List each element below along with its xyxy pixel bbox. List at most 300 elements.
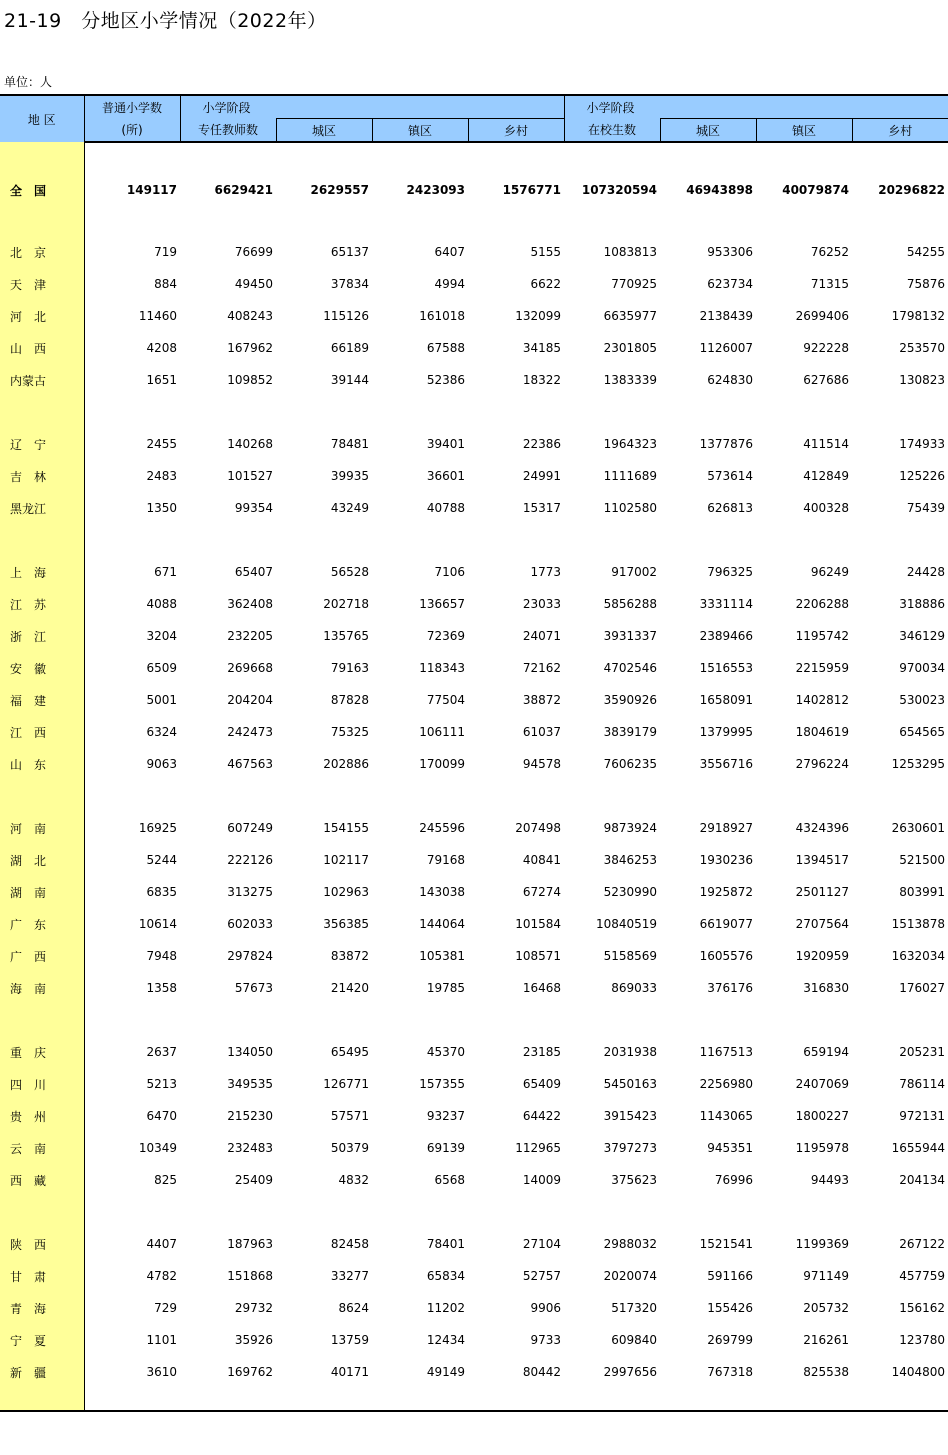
region-cell-empty xyxy=(0,396,84,428)
value-cell: 40788 xyxy=(426,501,465,515)
value-cell: 6835 xyxy=(146,885,177,899)
region-name: 新 疆 xyxy=(0,1356,84,1388)
spacer-row xyxy=(0,396,948,428)
value-cell: 6470 xyxy=(146,1109,177,1123)
value-cell: 3331114 xyxy=(699,597,754,611)
header-students-urban: 城区 xyxy=(660,119,756,143)
empty-cell xyxy=(852,1196,948,1228)
table-row xyxy=(0,1132,948,1164)
empty-cell xyxy=(180,1196,276,1228)
value-cell: 4782 xyxy=(146,1269,177,1283)
value-cell: 174933 xyxy=(899,437,946,451)
value-cell: 318886 xyxy=(899,597,946,611)
value-cell: 1143065 xyxy=(699,1109,754,1123)
value-cell: 1402812 xyxy=(795,693,850,707)
value-cell: 27104 xyxy=(522,1237,562,1251)
value-cell: 10614 xyxy=(138,917,177,931)
value-cell: 79163 xyxy=(330,661,369,675)
value-cell: 69139 xyxy=(426,1141,465,1155)
header-teachers-line1: 小学阶段 xyxy=(180,95,564,119)
value-cell: 24428 xyxy=(906,565,946,579)
region-name: 四 川 xyxy=(0,1068,84,1100)
value-cell: 22386 xyxy=(522,437,562,451)
value-cell: 2215959 xyxy=(795,661,850,675)
value-cell: 134050 xyxy=(227,1045,273,1059)
table-row xyxy=(0,268,948,300)
value-cell: 530023 xyxy=(899,693,946,707)
table-row xyxy=(0,1260,948,1292)
value-cell: 52757 xyxy=(522,1269,562,1283)
region-name: 西 藏 xyxy=(0,1164,84,1196)
value-cell: 408243 xyxy=(227,309,273,323)
region-name: 广 东 xyxy=(0,908,84,940)
value-cell: 107320594 xyxy=(581,183,658,197)
region-cell-empty xyxy=(0,1388,84,1411)
value-cell: 1576771 xyxy=(502,183,562,197)
empty-cell xyxy=(564,524,660,556)
value-cell: 65495 xyxy=(330,1045,369,1059)
empty-cell xyxy=(84,142,180,174)
region-name: 宁 夏 xyxy=(0,1324,84,1356)
value-cell: 573614 xyxy=(707,469,754,483)
value-cell: 151868 xyxy=(227,1269,273,1283)
spacer-row xyxy=(0,1388,948,1411)
empty-cell xyxy=(756,142,852,174)
empty-cell xyxy=(660,142,756,174)
region-name: 山 东 xyxy=(0,748,84,780)
value-cell: 78401 xyxy=(426,1237,465,1251)
empty-cell xyxy=(372,780,468,812)
value-cell: 1513878 xyxy=(891,917,946,931)
empty-cell xyxy=(180,524,276,556)
value-cell: 4088 xyxy=(146,597,177,611)
value-cell: 1632034 xyxy=(891,949,946,963)
value-cell: 155426 xyxy=(707,1301,754,1315)
value-cell: 1800227 xyxy=(795,1109,850,1123)
value-cell: 242473 xyxy=(227,725,273,739)
empty-cell xyxy=(84,524,180,556)
empty-cell xyxy=(564,780,660,812)
value-cell: 170099 xyxy=(419,757,465,771)
value-cell: 2301805 xyxy=(603,341,658,355)
value-cell: 972131 xyxy=(899,1109,946,1123)
empty-cell xyxy=(372,1004,468,1036)
value-cell: 118343 xyxy=(419,661,465,675)
region-name: 河 南 xyxy=(0,812,84,844)
value-cell: 187963 xyxy=(227,1237,273,1251)
value-cell: 136657 xyxy=(419,597,465,611)
region-name: 福 建 xyxy=(0,684,84,716)
value-cell: 6629421 xyxy=(214,183,273,197)
value-cell: 43249 xyxy=(330,501,369,515)
empty-cell xyxy=(564,1388,660,1411)
value-cell: 3915423 xyxy=(603,1109,658,1123)
value-cell: 207498 xyxy=(515,821,562,835)
value-cell: 362408 xyxy=(227,597,273,611)
value-cell: 8624 xyxy=(338,1301,369,1315)
value-cell: 3797273 xyxy=(603,1141,658,1155)
value-cell: 102117 xyxy=(323,853,369,867)
data-table-container xyxy=(0,94,948,1412)
value-cell: 267122 xyxy=(899,1237,946,1251)
region-name: 山 西 xyxy=(0,332,84,364)
region-name: 海 南 xyxy=(0,972,84,1004)
value-cell: 65137 xyxy=(330,245,369,259)
region-name: 云 南 xyxy=(0,1132,84,1164)
empty-cell xyxy=(756,1388,852,1411)
value-cell: 1964323 xyxy=(603,437,658,451)
value-cell: 130823 xyxy=(899,373,946,387)
empty-cell xyxy=(660,1196,756,1228)
value-cell: 2483 xyxy=(146,469,177,483)
value-cell: 20296822 xyxy=(878,183,946,197)
value-cell: 161018 xyxy=(419,309,465,323)
value-cell: 467563 xyxy=(227,757,273,771)
table-row xyxy=(0,876,948,908)
value-cell: 49450 xyxy=(234,277,273,291)
value-cell: 57673 xyxy=(234,981,273,995)
value-cell: 917002 xyxy=(611,565,658,579)
empty-cell xyxy=(276,1004,372,1036)
empty-cell xyxy=(468,396,564,428)
value-cell: 99354 xyxy=(234,501,273,515)
region-name: 重 庆 xyxy=(0,1036,84,1068)
header-students-line2: 在校生数 xyxy=(564,119,660,143)
unit-label: 单位：人 xyxy=(4,75,53,89)
value-cell: 112965 xyxy=(515,1141,562,1155)
value-cell: 9063 xyxy=(146,757,177,771)
header-schools-line1: 普通小学数 xyxy=(84,95,180,119)
page-title: 21-19 分地区小学情况（2022年） xyxy=(4,10,327,32)
value-cell: 101527 xyxy=(227,469,273,483)
value-cell: 144064 xyxy=(419,917,465,931)
value-cell: 1101 xyxy=(146,1333,177,1347)
value-cell: 39935 xyxy=(330,469,369,483)
value-cell: 24991 xyxy=(522,469,562,483)
value-cell: 10840519 xyxy=(595,917,658,931)
empty-cell xyxy=(852,1388,948,1411)
value-cell: 167962 xyxy=(227,341,273,355)
value-cell: 349535 xyxy=(227,1077,273,1091)
region-name: 黑龙江 xyxy=(0,492,84,524)
empty-cell xyxy=(756,780,852,812)
spacer-row xyxy=(0,780,948,812)
table-row xyxy=(0,492,948,524)
empty-cell xyxy=(468,206,564,236)
value-cell: 204204 xyxy=(227,693,273,707)
value-cell: 1920959 xyxy=(795,949,850,963)
region-name: 江 苏 xyxy=(0,588,84,620)
value-cell: 16925 xyxy=(138,821,177,835)
value-cell: 626813 xyxy=(707,501,754,515)
value-cell: 46943898 xyxy=(686,183,754,197)
value-cell: 82458 xyxy=(330,1237,369,1251)
empty-cell xyxy=(180,780,276,812)
header-region: 地 区 xyxy=(0,95,84,142)
region-cell-empty xyxy=(0,780,84,812)
value-cell: 71315 xyxy=(810,277,850,291)
empty-cell xyxy=(756,396,852,428)
value-cell: 953306 xyxy=(707,245,754,259)
value-cell: 61037 xyxy=(522,725,562,739)
value-cell: 269799 xyxy=(707,1333,754,1347)
value-cell: 5158569 xyxy=(603,949,658,963)
value-cell: 1083813 xyxy=(603,245,658,259)
value-cell: 2389466 xyxy=(699,629,754,643)
table-row xyxy=(0,236,948,268)
value-cell: 2637 xyxy=(146,1045,177,1059)
value-cell: 93237 xyxy=(426,1109,465,1123)
value-cell: 9873924 xyxy=(603,821,658,835)
value-cell: 884 xyxy=(154,277,177,291)
table-row xyxy=(0,940,948,972)
value-cell: 11202 xyxy=(426,1301,465,1315)
value-cell: 1350 xyxy=(146,501,177,515)
region-name: 广 西 xyxy=(0,940,84,972)
empty-cell xyxy=(564,1004,660,1036)
value-cell: 202886 xyxy=(323,757,369,771)
value-cell: 132099 xyxy=(515,309,562,323)
value-cell: 1195742 xyxy=(795,629,850,643)
region-name: 江 西 xyxy=(0,716,84,748)
empty-cell xyxy=(660,206,756,236)
value-cell: 1377876 xyxy=(699,437,754,451)
value-cell: 457759 xyxy=(899,1269,946,1283)
table-row xyxy=(0,428,948,460)
value-cell: 123780 xyxy=(899,1333,946,1347)
value-cell: 216261 xyxy=(803,1333,850,1347)
value-cell: 108571 xyxy=(515,949,562,963)
value-cell: 18322 xyxy=(522,373,562,387)
empty-cell xyxy=(564,396,660,428)
value-cell: 25409 xyxy=(234,1173,273,1187)
value-cell: 23033 xyxy=(522,597,562,611)
empty-cell xyxy=(468,142,564,174)
value-cell: 2423093 xyxy=(406,183,465,197)
value-cell: 7948 xyxy=(146,949,177,963)
empty-cell xyxy=(756,1004,852,1036)
region-name: 全 国 xyxy=(0,174,84,206)
table-row xyxy=(0,332,948,364)
value-cell: 29732 xyxy=(234,1301,273,1315)
table-row xyxy=(0,1292,948,1324)
region-cell-empty xyxy=(0,206,84,236)
table-row xyxy=(0,1164,948,1196)
empty-cell xyxy=(372,524,468,556)
value-cell: 1651 xyxy=(146,373,177,387)
empty-cell xyxy=(180,142,276,174)
region-name: 浙 江 xyxy=(0,620,84,652)
value-cell: 2256980 xyxy=(699,1077,754,1091)
value-cell: 40079874 xyxy=(782,183,850,197)
value-cell: 202718 xyxy=(323,597,369,611)
value-cell: 316830 xyxy=(803,981,850,995)
value-cell: 83872 xyxy=(330,949,369,963)
value-cell: 45370 xyxy=(426,1045,465,1059)
value-cell: 869033 xyxy=(611,981,658,995)
empty-cell xyxy=(660,1388,756,1411)
header-students-town: 镇区 xyxy=(756,119,852,143)
value-cell: 14009 xyxy=(522,1173,562,1187)
region-cell-empty xyxy=(0,142,84,174)
value-cell: 786114 xyxy=(899,1077,946,1091)
empty-cell xyxy=(372,206,468,236)
value-cell: 222126 xyxy=(227,853,273,867)
value-cell: 4324396 xyxy=(795,821,850,835)
value-cell: 2699406 xyxy=(795,309,850,323)
value-cell: 232483 xyxy=(227,1141,273,1155)
value-cell: 313275 xyxy=(227,885,273,899)
value-cell: 6324 xyxy=(146,725,177,739)
table-row xyxy=(0,972,948,1004)
value-cell: 24071 xyxy=(522,629,562,643)
value-cell: 7606235 xyxy=(603,757,658,771)
empty-cell xyxy=(852,206,948,236)
empty-cell xyxy=(276,396,372,428)
value-cell: 106111 xyxy=(419,725,465,739)
value-cell: 922228 xyxy=(803,341,850,355)
region-name: 青 海 xyxy=(0,1292,84,1324)
value-cell: 1798132 xyxy=(891,309,946,323)
region-name: 湖 南 xyxy=(0,876,84,908)
header-students-line1: 小学阶段 xyxy=(564,95,948,119)
region-name: 辽 宁 xyxy=(0,428,84,460)
empty-cell xyxy=(180,206,276,236)
value-cell: 38872 xyxy=(522,693,562,707)
value-cell: 50379 xyxy=(330,1141,369,1155)
value-cell: 9906 xyxy=(530,1301,562,1315)
value-cell: 971149 xyxy=(803,1269,850,1283)
value-cell: 76699 xyxy=(234,245,273,259)
value-cell: 232205 xyxy=(227,629,273,643)
value-cell: 2138439 xyxy=(699,309,754,323)
value-cell: 66189 xyxy=(330,341,369,355)
value-cell: 3204 xyxy=(146,629,177,643)
value-cell: 126771 xyxy=(323,1077,369,1091)
value-cell: 4994 xyxy=(434,277,465,291)
empty-cell xyxy=(372,142,468,174)
value-cell: 346129 xyxy=(899,629,946,643)
value-cell: 412849 xyxy=(803,469,850,483)
empty-cell xyxy=(276,206,372,236)
table-row xyxy=(0,1356,948,1388)
value-cell: 204134 xyxy=(899,1173,946,1187)
value-cell: 297824 xyxy=(227,949,273,963)
value-cell: 3931337 xyxy=(603,629,658,643)
value-cell: 591166 xyxy=(707,1269,754,1283)
value-cell: 602033 xyxy=(227,917,273,931)
empty-cell xyxy=(180,396,276,428)
value-cell: 135765 xyxy=(323,629,369,643)
empty-cell xyxy=(276,524,372,556)
spacer-row xyxy=(0,1004,948,1036)
value-cell: 659194 xyxy=(803,1045,850,1059)
value-cell: 76996 xyxy=(714,1173,754,1187)
value-cell: 5155 xyxy=(530,245,562,259)
value-cell: 825 xyxy=(154,1173,177,1187)
region-cell-empty xyxy=(0,524,84,556)
empty-cell xyxy=(84,1004,180,1036)
empty-cell xyxy=(468,524,564,556)
spacer-row xyxy=(0,206,948,236)
value-cell: 1516553 xyxy=(699,661,754,675)
value-cell: 65409 xyxy=(522,1077,562,1091)
value-cell: 49149 xyxy=(426,1365,465,1379)
header-teachers-line2: 专任教师数 xyxy=(180,119,276,143)
value-cell: 2707564 xyxy=(795,917,850,931)
empty-cell xyxy=(372,1196,468,1228)
value-cell: 825538 xyxy=(803,1365,850,1379)
empty-cell xyxy=(276,780,372,812)
table-row xyxy=(0,460,948,492)
value-cell: 105381 xyxy=(419,949,465,963)
value-cell: 149117 xyxy=(126,183,177,197)
table-row xyxy=(0,620,948,652)
table-row xyxy=(0,812,948,844)
region-name: 河 北 xyxy=(0,300,84,332)
value-cell: 75439 xyxy=(906,501,946,515)
value-cell: 2629557 xyxy=(310,183,369,197)
value-cell: 1930236 xyxy=(699,853,754,867)
header-teachers-urban: 城区 xyxy=(276,119,372,143)
value-cell: 19785 xyxy=(426,981,465,995)
value-cell: 1804619 xyxy=(795,725,850,739)
value-cell: 3590926 xyxy=(603,693,658,707)
value-cell: 521500 xyxy=(899,853,946,867)
region-name: 甘 肃 xyxy=(0,1260,84,1292)
spacer-row xyxy=(0,1196,948,1228)
empty-cell xyxy=(84,1388,180,1411)
value-cell: 770925 xyxy=(611,277,658,291)
value-cell: 1379995 xyxy=(699,725,754,739)
value-cell: 65834 xyxy=(426,1269,465,1283)
empty-cell xyxy=(756,524,852,556)
value-cell: 79168 xyxy=(426,853,465,867)
empty-cell xyxy=(84,396,180,428)
value-cell: 9733 xyxy=(530,1333,562,1347)
value-cell: 78481 xyxy=(330,437,369,451)
empty-cell xyxy=(564,142,660,174)
table-row xyxy=(0,556,948,588)
value-cell: 1195978 xyxy=(795,1141,850,1155)
empty-cell xyxy=(756,206,852,236)
value-cell: 375623 xyxy=(611,1173,658,1187)
value-cell: 803991 xyxy=(899,885,946,899)
empty-cell xyxy=(756,1196,852,1228)
value-cell: 719 xyxy=(154,245,177,259)
value-cell: 205231 xyxy=(899,1045,946,1059)
value-cell: 40841 xyxy=(522,853,562,867)
table-row xyxy=(0,684,948,716)
value-cell: 1925872 xyxy=(699,885,754,899)
empty-cell xyxy=(180,1388,276,1411)
value-cell: 40171 xyxy=(330,1365,369,1379)
value-cell: 623734 xyxy=(707,277,754,291)
value-cell: 3846253 xyxy=(603,853,658,867)
value-cell: 4702546 xyxy=(603,661,658,675)
table-row xyxy=(0,1324,948,1356)
header-schools-line2: (所) xyxy=(84,119,180,143)
region-name: 上 海 xyxy=(0,556,84,588)
value-cell: 176027 xyxy=(899,981,946,995)
empty-cell xyxy=(84,1196,180,1228)
value-cell: 64422 xyxy=(522,1109,562,1123)
value-cell: 2020074 xyxy=(603,1269,658,1283)
value-cell: 1773 xyxy=(530,565,562,579)
empty-cell xyxy=(852,780,948,812)
value-cell: 102963 xyxy=(323,885,369,899)
empty-cell xyxy=(660,524,756,556)
